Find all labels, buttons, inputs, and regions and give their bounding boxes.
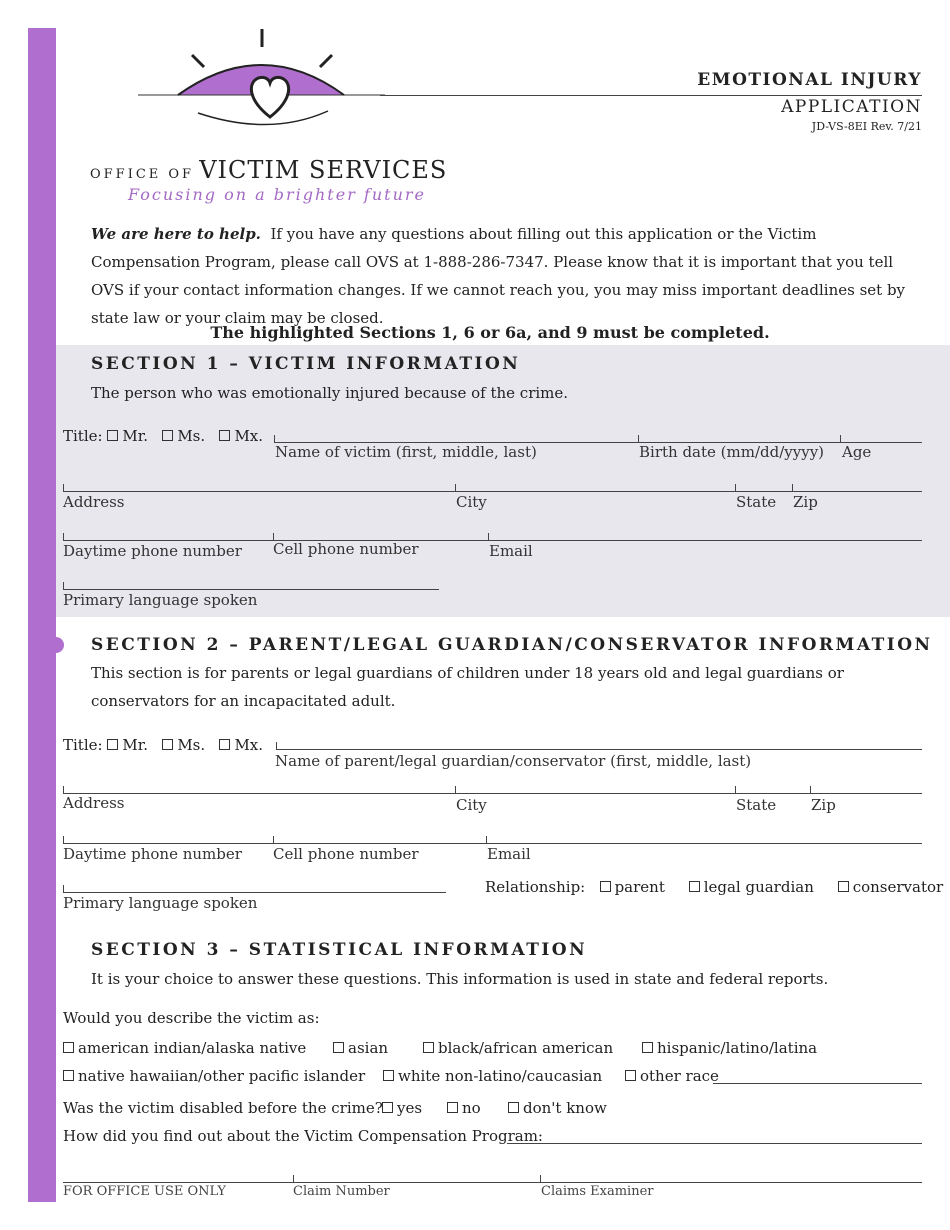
guardian-address-field[interactable]	[63, 793, 922, 794]
describe-label: Would you describe the victim as:	[63, 1009, 320, 1027]
race-option-american-indian[interactable]: american indian/alaska native	[63, 1039, 306, 1057]
disabled-dont-know-option[interactable]: don't know	[508, 1099, 607, 1117]
office-prefix: OFFICE OF	[90, 167, 195, 182]
office-use-rule	[63, 1182, 922, 1183]
address-label: Address	[63, 493, 125, 511]
section2-description: This section is for parents or legal guardians of children under 18 years old and legal guardians or conservators for an incapacitated adult.	[91, 664, 844, 710]
relationship-group	[485, 878, 943, 896]
section1-heading: SECTION 1 – VICTIM INFORMATION	[91, 354, 521, 374]
form-title: EMOTIONAL INJURY	[697, 70, 922, 90]
disabled-yes-option[interactable]: yes	[382, 1099, 422, 1117]
guardian-title-group	[63, 736, 263, 754]
checkbox[interactable]	[383, 1070, 394, 1081]
guardian-title-mx-option[interactable]: Mx.	[219, 736, 263, 754]
checkbox[interactable]	[423, 1042, 434, 1053]
checkbox[interactable]	[63, 1070, 74, 1081]
city-label: City	[456, 493, 487, 511]
title-mx-option[interactable]: Mx.	[219, 427, 263, 445]
race-option-other[interactable]: other race	[625, 1067, 719, 1085]
mr-checkbox[interactable]	[107, 430, 118, 441]
cell-phone-label: Cell phone number	[273, 540, 419, 558]
claims-examiner-label: Claims Examiner	[541, 1184, 654, 1199]
relationship-conservator-option[interactable]: conservator	[838, 878, 943, 896]
relationship-label: Relationship:	[485, 878, 586, 896]
guardian-title-ms-option[interactable]: Ms.	[162, 736, 205, 754]
ms-checkbox[interactable]	[162, 430, 173, 441]
claim-number-label: Claim Number	[293, 1184, 390, 1199]
relationship-parent-option[interactable]: parent	[600, 878, 665, 896]
guardian-name-field[interactable]	[276, 749, 922, 750]
victim-address-field[interactable]	[63, 491, 922, 492]
mr-checkbox[interactable]	[107, 739, 118, 750]
city-label: City	[456, 796, 487, 814]
intro-bold: We are here to help.	[91, 225, 261, 243]
guardian-title-mr-option[interactable]: Mr.	[107, 736, 148, 754]
title-mr-option[interactable]: Mr.	[107, 427, 148, 445]
email-label: Email	[489, 542, 533, 560]
disabled-label: Was the victim disabled before the crime?	[63, 1099, 383, 1117]
found-out-label: How did you find out about the Victim Compensation Program:	[63, 1127, 543, 1145]
race-option-hispanic[interactable]: hispanic/latino/latina	[642, 1039, 817, 1057]
conservator-checkbox[interactable]	[838, 881, 849, 892]
office-use-label: FOR OFFICE USE ONLY	[63, 1184, 226, 1199]
cell-phone-label: Cell phone number	[273, 845, 419, 863]
disabled-no-option[interactable]: no	[447, 1099, 481, 1117]
ms-checkbox[interactable]	[162, 739, 173, 750]
address-label: Address	[63, 794, 125, 812]
guardian-phone-field[interactable]	[63, 843, 922, 844]
mx-checkbox[interactable]	[219, 430, 230, 441]
eye-heart-logo	[130, 25, 390, 135]
office-name: VICTIM SERVICES	[199, 156, 448, 184]
header-rule	[380, 95, 922, 96]
relationship-guardian-option[interactable]: legal guardian	[689, 878, 814, 896]
zip-label: Zip	[811, 796, 836, 814]
checkbox[interactable]	[642, 1042, 653, 1053]
state-label: State	[736, 493, 777, 511]
parent-checkbox[interactable]	[600, 881, 611, 892]
race-option-white[interactable]: white non-latino/caucasian	[383, 1067, 602, 1085]
checkbox[interactable]	[508, 1102, 519, 1113]
checkbox[interactable]	[447, 1102, 458, 1113]
email-label: Email	[487, 845, 531, 863]
language-label: Primary language spoken	[63, 894, 258, 912]
race-option-native-hawaiian[interactable]: native hawaiian/other pacific islander	[63, 1067, 365, 1085]
form-subtitle: APPLICATION	[781, 97, 922, 117]
checkbox[interactable]	[382, 1102, 393, 1113]
title-label: Title:	[63, 736, 103, 754]
birth-date-label: Birth date (mm/dd/yyyy)	[639, 443, 825, 461]
victim-language-field[interactable]	[63, 589, 439, 590]
zip-label: Zip	[793, 493, 818, 511]
victim-phone-field[interactable]	[63, 540, 922, 541]
daytime-phone-label: Daytime phone number	[63, 845, 242, 863]
race-option-asian[interactable]: asian	[333, 1039, 388, 1057]
form-number: JD-VS-8EI Rev. 7/21	[811, 120, 922, 133]
section1-description: The person who was emotionally injured because of the crime.	[91, 384, 569, 402]
found-out-field[interactable]	[507, 1143, 922, 1144]
state-label: State	[736, 796, 777, 814]
mx-checkbox[interactable]	[219, 739, 230, 750]
required-note: The highlighted Sections 1, 6 or 6a, and 9 must be completed.	[210, 323, 770, 342]
guardian-language-field[interactable]	[63, 892, 446, 893]
language-label: Primary language spoken	[63, 591, 258, 609]
section3-heading: SECTION 3 – STATISTICAL INFORMATION	[91, 940, 588, 960]
age-label: Age	[842, 443, 872, 461]
section2-heading: SECTION 2 – PARENT/LEGAL GUARDIAN/CONSERVATOR INFORMATION	[91, 635, 933, 655]
victim-name-label: Name of victim (first, middle, last)	[275, 443, 537, 461]
other-race-field[interactable]	[713, 1083, 922, 1084]
daytime-phone-label: Daytime phone number	[63, 542, 242, 560]
intro-paragraph	[91, 220, 916, 332]
section2-marker	[48, 637, 64, 653]
checkbox[interactable]	[333, 1042, 344, 1053]
section3-description: It is your choice to answer these questions. This information is used in state and federal reports.	[91, 970, 829, 988]
checkbox[interactable]	[63, 1042, 74, 1053]
checkbox[interactable]	[625, 1070, 636, 1081]
tagline: Focusing on a brighter future	[128, 185, 426, 204]
title-ms-option[interactable]: Ms.	[162, 427, 205, 445]
intro-text: If you have any questions about filling out this application or the Victim Compensation Program, please call OVS at 1-888-286-7347. Please know that it is important that you tell OVS if your contact information changes. If we cannot reach you, you may miss important deadlines set by state law or your claim may be closed.	[91, 225, 906, 327]
victim-title-group	[63, 427, 263, 445]
guardian-name-label: Name of parent/legal guardian/conservator (first, middle, last)	[275, 752, 752, 770]
race-option-black[interactable]: black/african american	[423, 1039, 613, 1057]
legal-guardian-checkbox[interactable]	[689, 881, 700, 892]
accent-sidebar	[28, 28, 56, 1202]
title-label: Title:	[63, 427, 103, 445]
